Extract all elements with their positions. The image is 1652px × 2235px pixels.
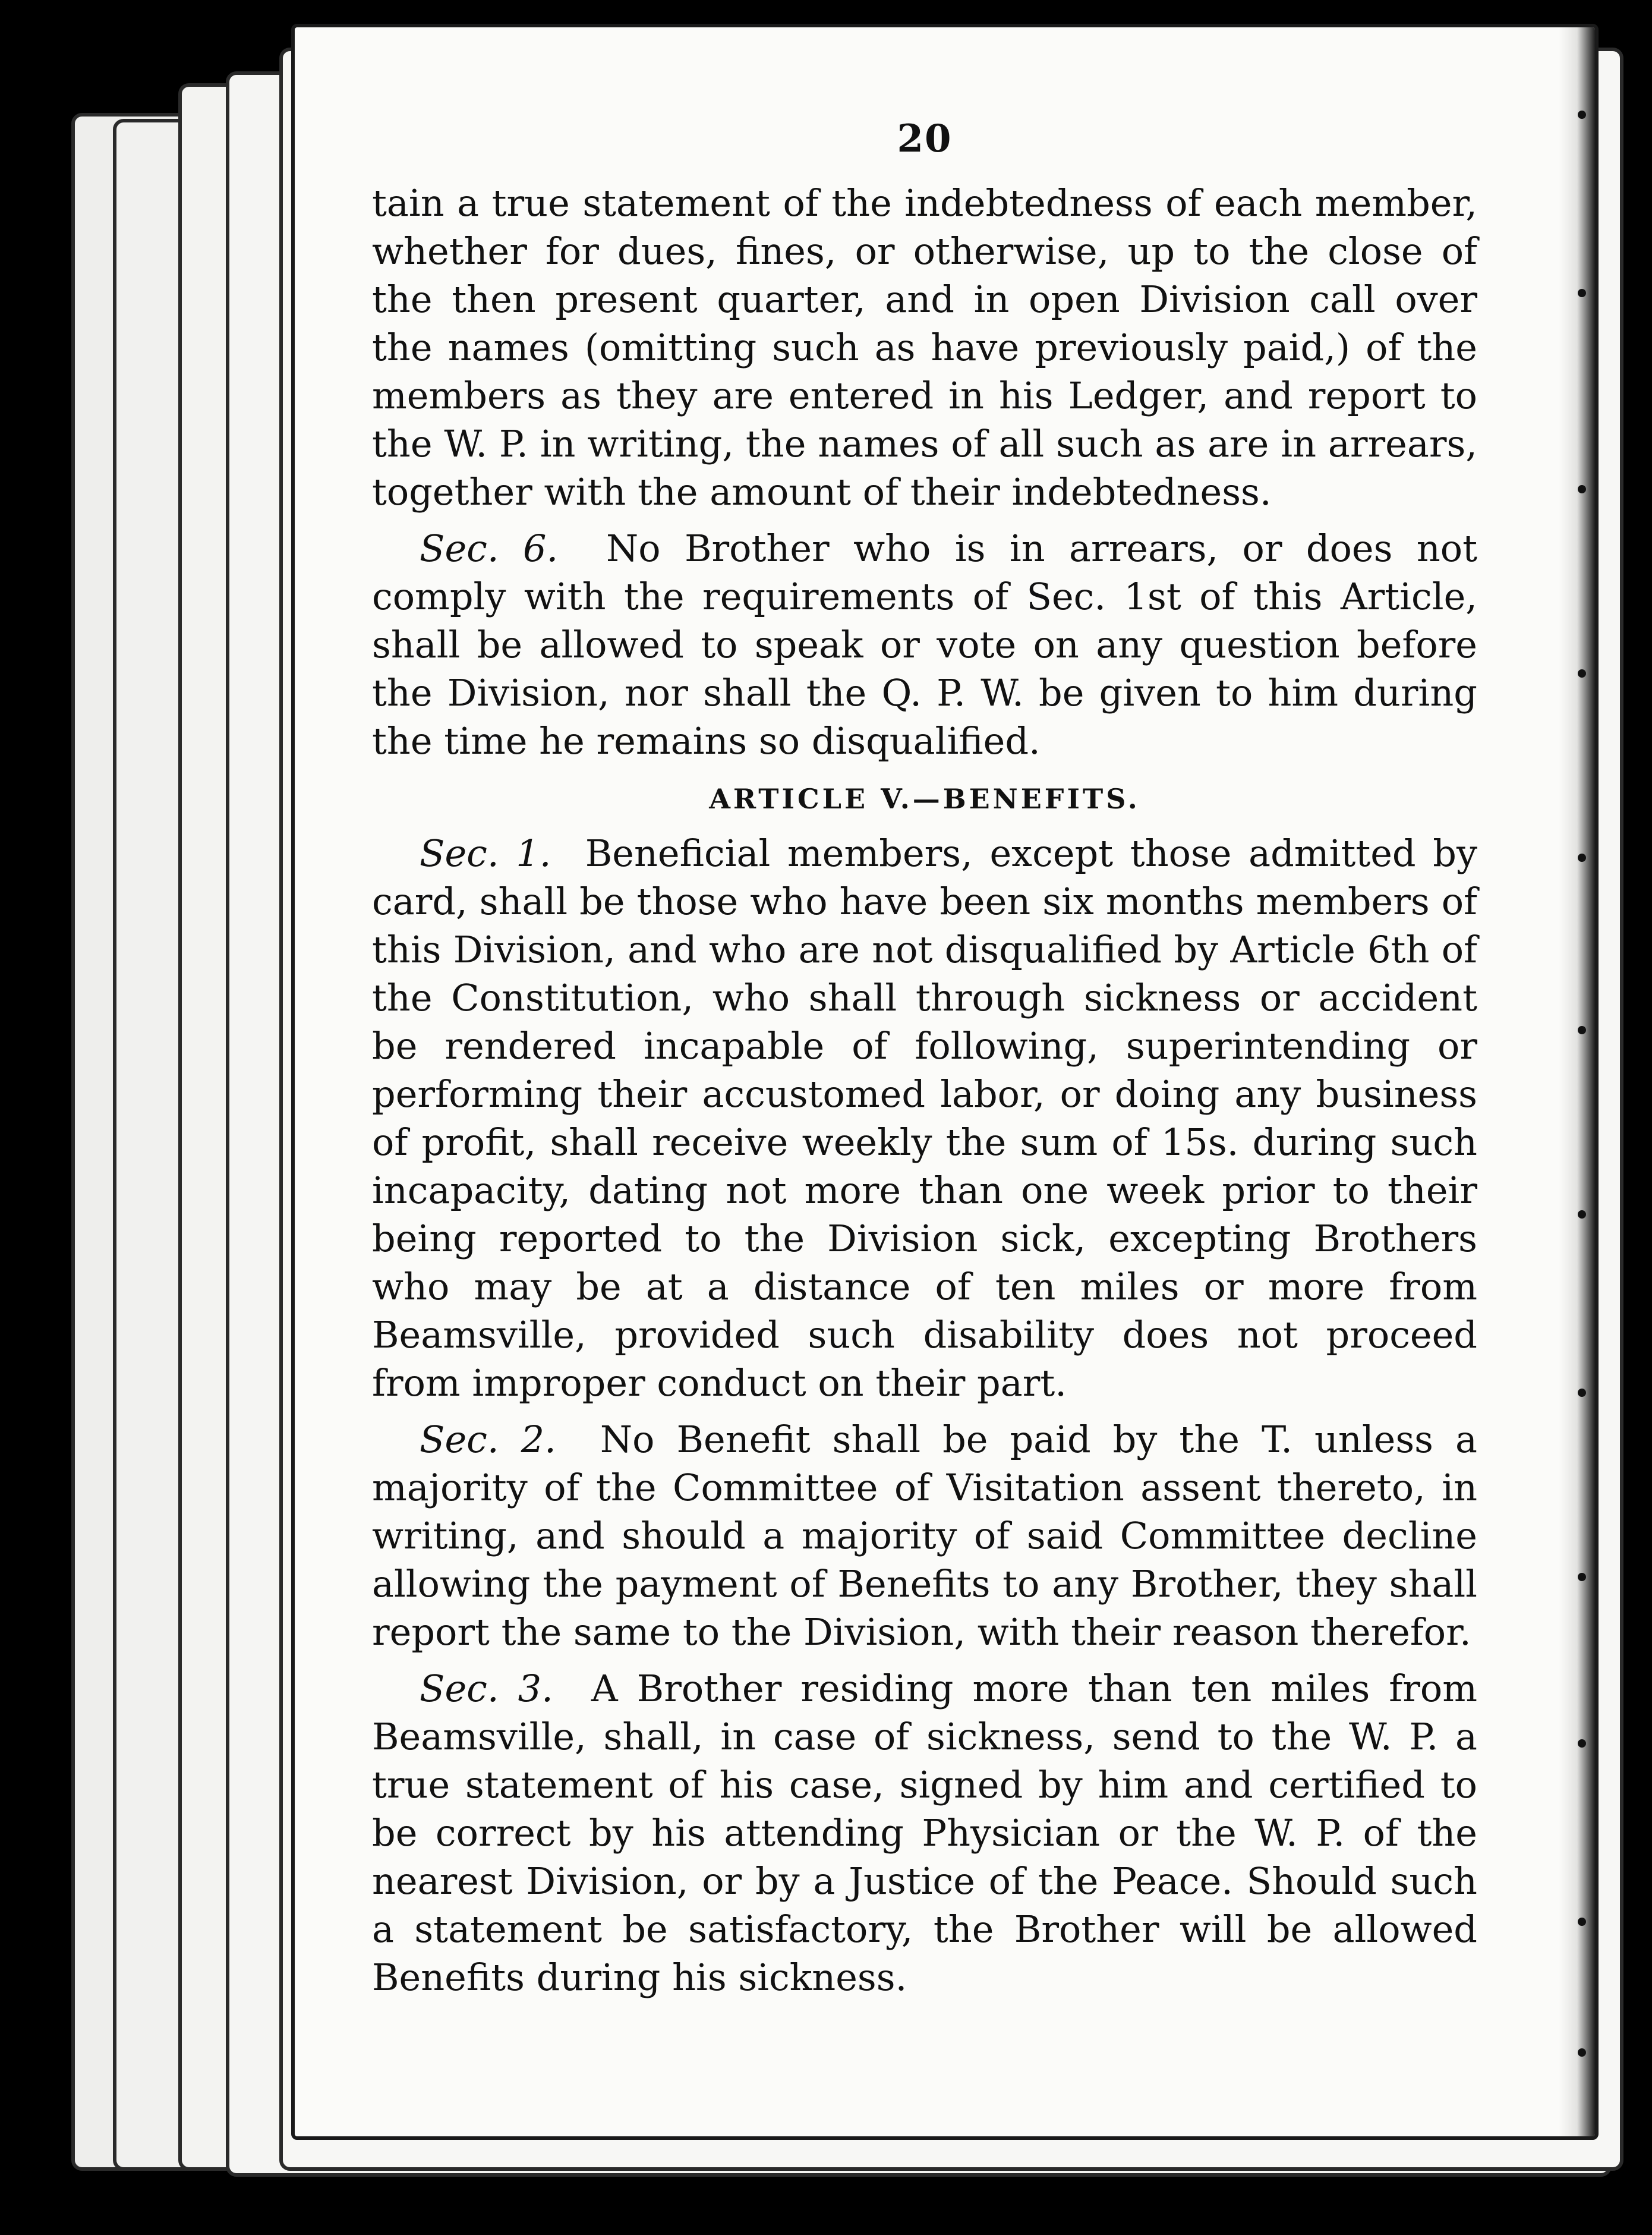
section-label: Sec. 3. [420,1667,553,1710]
section-text: A Brother residing more than ten miles from Beamsville, shall, in case of sickness, send to the W. P. a true statement of his case, signed by him and certified to be correct by his attending Physician or the W. P. of the nearest Division, or by a Justice of the Peace. Should such a statement be satisfactory, the Brother will be allowed Benefits during his sickness. [372,1667,1477,1999]
section-6 [372,524,1477,765]
page-number: 20 [897,117,953,161]
section-label: Sec. 1. [420,832,551,875]
section-text: No Brother who is in arrears, or does not comply with the requirements of Sec. 1st of this Article, shall be allowed to speak or vote on any question before the Division, nor shall the Q. P. W. be given to him during the time he remains so disqualified. [372,527,1477,763]
binding-hole [1578,854,1586,862]
document-page [291,24,1599,2140]
section-label: Sec. 2. [420,1418,556,1461]
binding-hole [1578,485,1586,493]
section-text: Beneficial members, except those admitted by card, shall be those who have been six months members of this Division, and who are not disqualified by Article 6th of the Constitution, who shall through sickness or accident be rendered incapable of following, superintending or performing their accustomed labor, or doing any business of profit, shall receive weekly the sum of 15s. during such incapacity, dating not more than one week prior to their being reported to the Division sick, excepting Brothers who may be at a distance of ten miles or more from Beamsville, provided such disability does not proceed from improper conduct on their part. [372,832,1477,1405]
section-3 [372,1664,1477,2001]
binding-holes [1576,27,1588,2136]
section-1 [372,829,1477,1407]
binding-hole [1578,1573,1586,1581]
page-text [372,117,1477,2010]
binding-hole [1578,2048,1586,2057]
binding-hole [1578,1389,1586,1397]
binding-hole [1578,289,1586,297]
binding-hole [1578,1026,1586,1034]
section-2 [372,1415,1477,1656]
binding-hole [1578,1210,1586,1219]
binding-hole [1578,669,1586,678]
section-text: No Benefit shall be paid by the T. unless a majority of the Committee of Visitation assent thereto, in writing, and should a majority of said Committee decline allowing the payment of Benefits to any Brother, they shall report the same to the Division, with their reason therefor. [372,1418,1477,1654]
binding-hole [1578,1739,1586,1748]
binding-hole [1578,111,1586,119]
continued-paragraph: tain a true statement of the indebtedness of each member, whether for dues, fines, or otherwise, up to the close of the then present quarter, and in open Division call over the names (omitting such as have previously paid,) of the members as they are entered in his Ledger, and report to the W. P. in writing, the names of all such as are in arrears, together with the amount of their indebtedness. [372,181,1477,514]
article-heading: ARTICLE V.—BENEFITS. [709,783,1140,815]
binding-hole [1578,1918,1586,1926]
section-label: Sec. 6. [420,527,559,570]
